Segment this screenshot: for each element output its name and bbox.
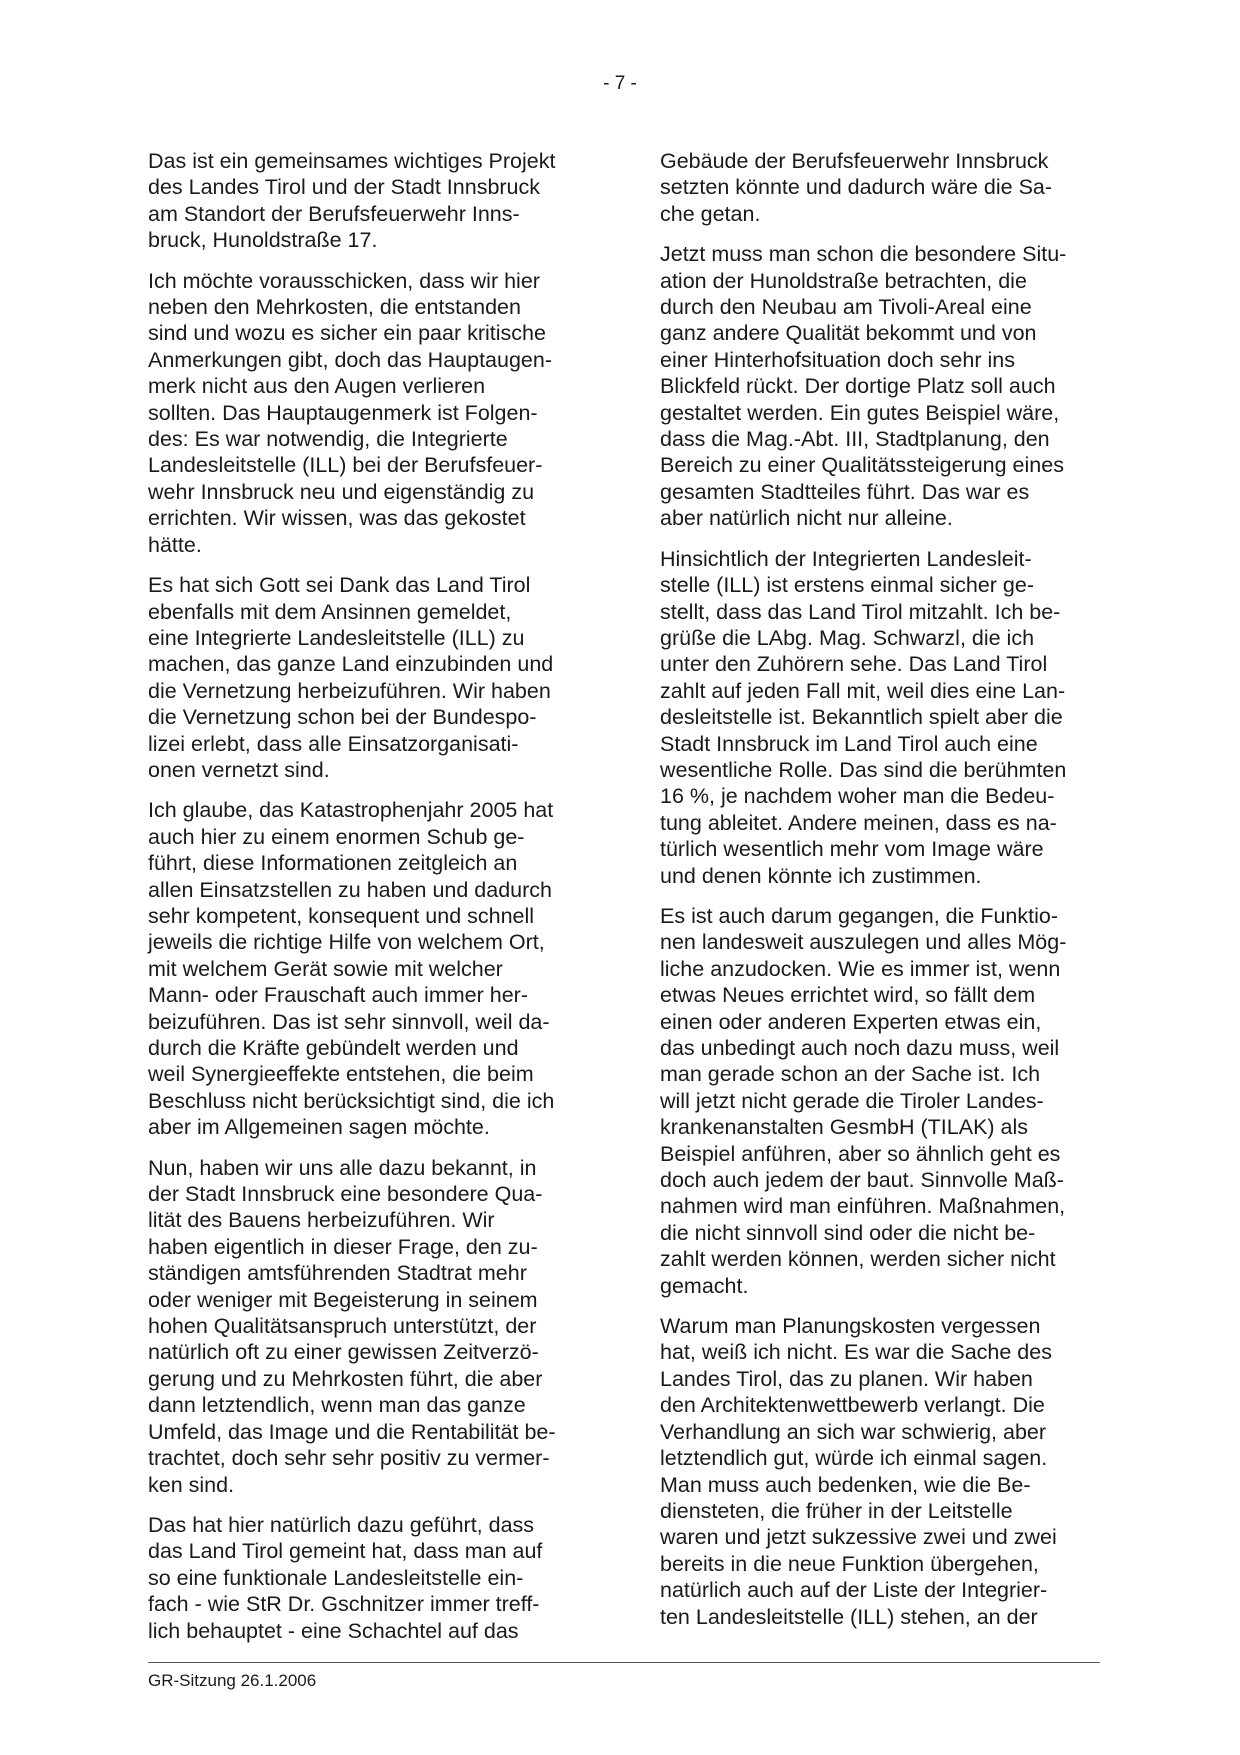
paragraph: Es hat sich Gott sei Dank das Land Tirol ebenfalls mit dem Ansinnen gemeldet, eine Integrierte Landesleitstelle (ILL) zu machen, das ganze Land einzubinden und die Vernetzung herbeizuführen. Wir haben die Vernetzung schon bei der Bundespo- lizei erlebt, dass alle Einsatzorganisati- onen vernetzt sind. — [148, 573, 554, 782]
left-column — [148, 148, 588, 1658]
paragraph: Hinsichtlich der Integrierten Landesleit- stelle (ILL) ist erstens einmal sicher ge- stellt, dass das Land Tirol mitzahlt. Ich be- grüße die LAbg. Mag. Schwarzl, die ich unter den Zuhörern sehe. Das Land Tirol zahlt auf jeden Fall mit, weil dies eine Lan- desleitstelle ist. Bekanntlich spielt aber die Stadt Innsbruck im Land Tirol auch eine wesentliche Rolle. Das sind die berühmten 16 %, je nachdem woher man die Bedeu- tung ableitet. Andere meinen, dass es na- türlich wesentlich mehr vom Image wäre und denen könnte ich zustimmen. — [660, 546, 1067, 888]
paragraph: Gebäude der Berufsfeuerwehr Innsbruck setzten könnte und dadurch wäre die Sa- che getan. — [660, 149, 1053, 226]
paragraph: Warum man Planungskosten vergessen hat, weiß ich nicht. Es war die Sache des Landes Tirol, das zu planen. Wir haben den Architektenwettbewerb verlangt. Die Verhandlung an sich war schwierig, aber letztendlich gut, würde ich einmal sagen. Man muss auch bedenken, wie die Be- diensteten, die früher in der Leitstelle waren und jetzt sukzessive zwei und zwei bereits in die neue Funktion übergehen, natürlich auch auf der Liste der Integrier- ten Landesleitstelle (ILL) stehen, an der — [660, 1314, 1057, 1629]
paragraph: Das ist ein gemeinsames wichtiges Projekt des Landes Tirol und der Stadt Innsbruck am Standort der Berufsfeuerwehr Inns- bruck, Hunoldstraße 17. — [148, 149, 556, 253]
right-column — [660, 148, 1100, 1644]
paragraph: Jetzt muss man schon die besondere Situ- ation der Hunoldstraße betrachten, die durch den Neubau am Tivoli-Areal eine ganz andere Qualität bekommt und von einer Hinterhofsituation doch sehr ins Blickfeld rückt. Der dortige Platz soll auch gestaltet werden. Ein gutes Beispiel wäre, dass die Mag.-Abt. III, Stadtplanung, den Bereich zu einer Qualitätssteigerung eines gesamten Stadtteiles führt. Das war es aber natürlich nicht nur alleine. — [660, 242, 1067, 531]
paragraph: Es ist auch darum gegangen, die Funktio- nen landesweit auszulegen und alles Mög- liche anzudocken. Wie es immer ist, wenn etwas Neues errichtet wird, so fällt dem einen oder anderen Experten etwas ein, das unbedingt auch noch dazu muss, weil man gerade schon an der Sache ist. Ich will jetzt nicht gerade die Tiroler Landes- krankenanstalten GesmbH (TILAK) als Beispiel anführen, aber so ähnlich geht es doch auch jedem der baut. Sinnvolle Maß- nahmen wird man einführen. Maßnahmen, die nicht sinnvoll sind oder die nicht be- zahlt werden können, werden sicher nicht gemacht. — [660, 903, 1067, 1298]
page-number: - 7 - — [603, 73, 637, 94]
paragraph: Ich möchte vorausschicken, dass wir hier neben den Mehrkosten, die entstanden sind und wozu es sicher ein paar kritische Anmerkungen gibt, doch das Hauptaugen- merk nicht aus den Augen verlieren sollten. Das Hauptaugenmerk ist Folgen- des: Es war notwendig, die Integrierte Landesleitstelle (ILL) bei der Berufsfeuer- wehr Innsbruck neu und eigenständig zu errichten. Wir wissen, was das gekostet hätte. — [148, 268, 552, 557]
paragraph: Ich glaube, das Katastrophenjahr 2005 hat auch hier zu einem enormen Schub ge- führt, diese Informationen zeitgleich an allen Einsatzstellen zu haben und dadurch sehr kompetent, konsequent und schnell jeweils die richtige Hilfe von welchem Ort, mit welchem Gerät sowie mit welcher Mann- oder Frauschaft auch immer her- beizuführen. Das ist sehr sinnvoll, weil da- durch die Kräfte gebündelt werden und weil Synergieeffekte entstehen, die beim Beschluss nicht berücksichtigt sind, die ich aber im Allgemeinen sagen möchte. — [148, 798, 555, 1140]
paragraph: Das hat hier natürlich dazu geführt, dass das Land Tirol gemeint hat, dass man auf so eine funktionale Landesleitstelle ein- fach - wie StR Dr. Gschnitzer immer treff- lich behauptet - eine Schachtel auf das — [148, 1512, 543, 1643]
footer-text: GR-Sitzung 26.1.2006 — [148, 1671, 317, 1690]
footer-divider — [148, 1662, 1100, 1663]
paragraph: Nun, haben wir uns alle dazu bekannt, in der Stadt Innsbruck eine besondere Qua- lität des Bauens herbeizuführen. Wir haben eigentlich in dieser Frage, den zu- ständigen amtsführenden Stadtrat mehr oder weniger mit Begeisterung in seinem hohen Qualitätsanspruch unterstützt, der natürlich oft zu einer gewissen Zeitverzö- gerung und zu Mehrkosten führt, die aber dann letztendlich, wenn man das ganze Umfeld, das Image und die Rentabilität be- trachtet, doch sehr sehr positiv zu vermer- ken sind. — [148, 1155, 556, 1497]
